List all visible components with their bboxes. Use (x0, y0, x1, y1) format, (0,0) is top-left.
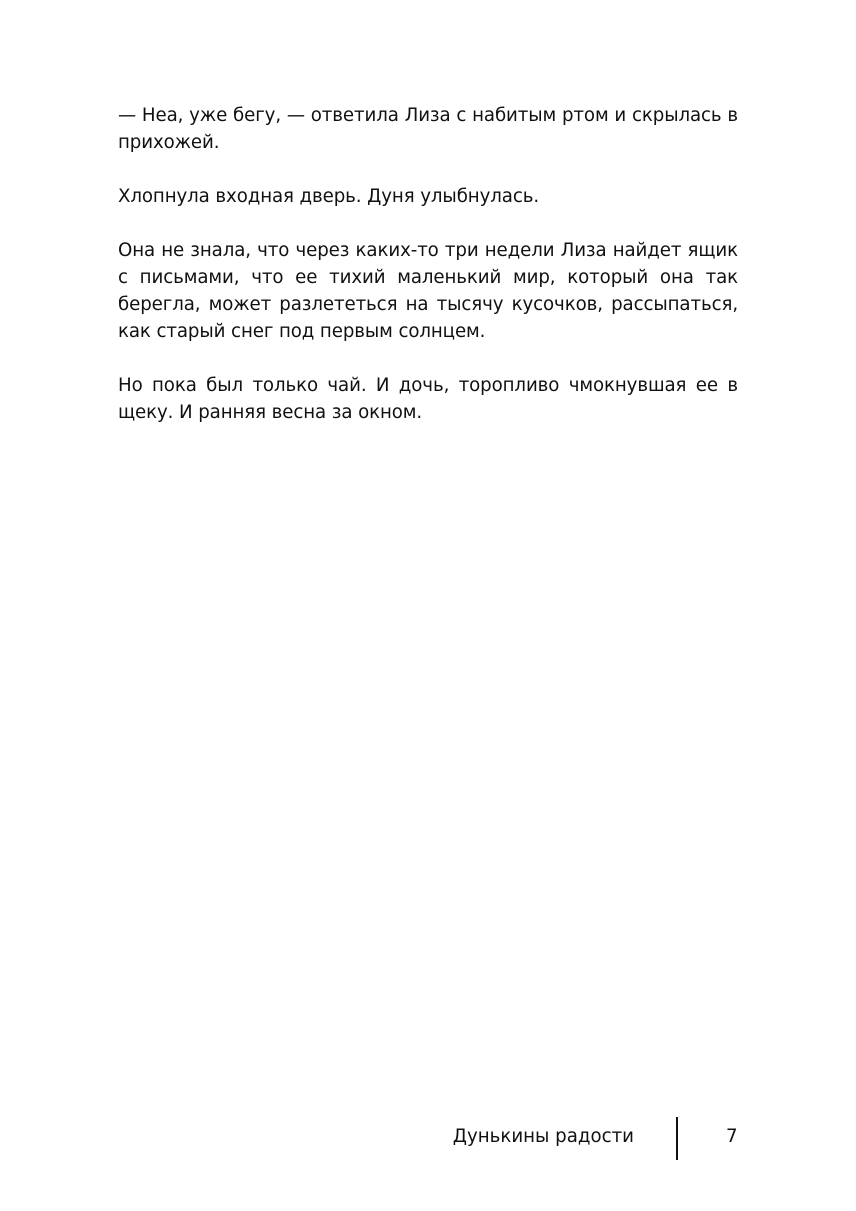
page-body (118, 102, 738, 453)
footer-divider (676, 1117, 678, 1160)
running-title: Дунькины радости (452, 1126, 634, 1147)
paragraph: Хлопнула входная дверь. Дуня улыбнулась. (118, 186, 540, 207)
page-number: 7 (726, 1126, 738, 1147)
paragraph: Она не знала, что через каких-то три недели Лиза найдет ящик с письмами, что ее тихий маленький мир, который она так берегла, может разлететься на тысячу кусочков, рассыпаться, как старый снег под первым солнцем. (118, 240, 738, 342)
paragraph: Но пока был только чай. И дочь, торопливо чмокнувшая ее в щеку. И ранняя весна за окном. (118, 375, 738, 423)
page-footer (0, 1117, 856, 1161)
paragraph: — Неа, уже бегу, — ответила Лиза с набитым ртом и скрылась в прихожей. (118, 105, 738, 153)
